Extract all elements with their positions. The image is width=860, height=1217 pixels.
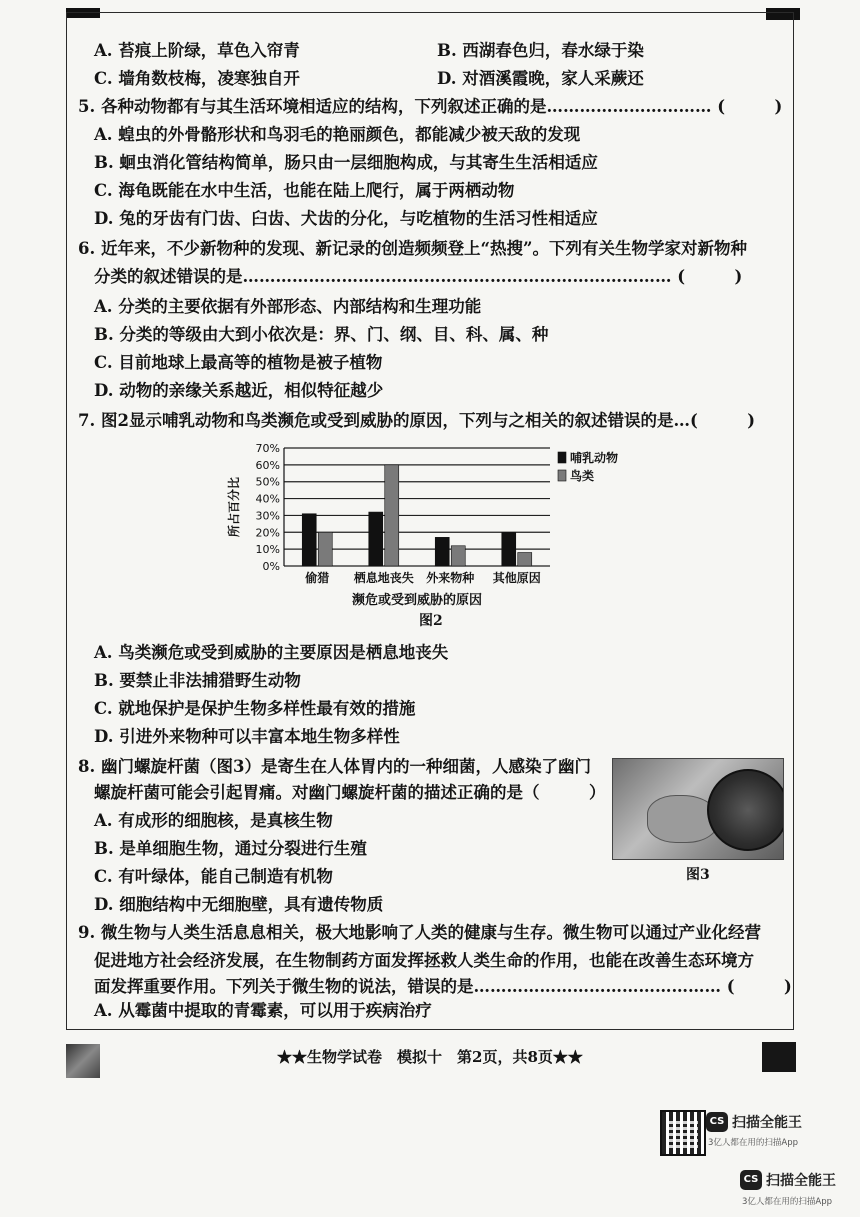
scanner-brand-name: 扫描全能王	[732, 1115, 802, 1131]
q5-stem: 5. 各种动物都有与其生活环境相适应的结构，下列叙述正确的是………………………… ( )	[78, 97, 783, 116]
q6-option-d: D. 动物的亲缘关系越近，相似特征越少	[94, 381, 384, 400]
q9-stem-line3: 面发挥重要作用。下列关于微生物的说法，错误的是……………………………………… ( )	[94, 977, 792, 996]
y-tick-label: 20%	[255, 526, 280, 540]
legend-label: 鸟类	[570, 469, 595, 483]
q5-option-b: B. 蛔虫消化管结构简单，肠只由一层细胞构成，与其寄生生活相适应	[94, 153, 598, 172]
bar-mammal	[302, 514, 316, 566]
q7-option-a: A. 鸟类濒危或受到威胁的主要原因是栖息地丧失	[94, 643, 449, 662]
y-tick-label: 40%	[255, 492, 280, 506]
scanner-tagline: 3亿人都在用的扫描App	[708, 1138, 799, 1148]
watermark-logo-icon: CS	[740, 1170, 762, 1190]
q6-stem-line1: 6. 近年来，不少新物种的发现、新记录的创造频频登上“热搜”。下列有关生物学家对新物种	[78, 239, 747, 258]
x-tick-label: 外来物种	[426, 571, 475, 585]
q5-option-a: A. 蝗虫的外骨骼形状和鸟羽毛的艳丽颜色，都能减少被天敌的发现	[94, 125, 581, 144]
q6-stem-line2: 分类的叙述错误的是…………………………………………………………………… ( )	[94, 267, 743, 286]
scanner-logo-icon: CS	[706, 1112, 728, 1132]
q9-option-a: A. 从霉菌中提取的青霉素，可以用于疾病治疗	[94, 1001, 432, 1020]
q4-option-b: B. 西湖春色归，春水绿于染	[437, 41, 644, 60]
q6-option-a: A. 分类的主要依据有外部形态、内部结构和生理功能	[94, 297, 482, 316]
x-axis-label: 濒危或受到威胁的原因	[351, 593, 483, 608]
y-tick-label: 70%	[255, 442, 280, 455]
legend-swatch	[558, 452, 566, 463]
y-tick-label: 30%	[255, 509, 280, 523]
bar-mammal	[435, 537, 449, 566]
figure-3-caption: 图3	[686, 867, 710, 883]
q7-stem: 7. 图2显示哺乳动物和鸟类濒危或受到威胁的原因，下列与之相关的叙述错误的是…( )	[78, 411, 756, 430]
bar-bird	[318, 532, 332, 566]
y-tick-label: 0%	[262, 560, 280, 573]
legend-swatch	[558, 470, 566, 481]
y-tick-label: 60%	[255, 458, 280, 472]
y-axis-label: 所占百分比	[227, 476, 241, 538]
figure-2-caption: 图2	[419, 613, 443, 629]
x-tick-label: 其他原因	[492, 571, 541, 585]
footer-mark-right	[762, 1042, 796, 1072]
q6-option-b: B. 分类的等级由大到小依次是：界、门、纲、目、科、属、种	[94, 325, 549, 344]
q5-option-d: D. 兔的牙齿有门齿、臼齿、犬齿的分化，与吃植物的生活习性相适应	[94, 209, 598, 228]
q9-stem-line2: 促进地方社会经济发展，在生物制药方面发挥拯救人类生命的作用，也能在改善生态环境方	[94, 951, 754, 970]
q6-option-c: C. 目前地球上最高等的植物是被子植物	[94, 353, 383, 372]
q7-option-b: B. 要禁止非法捕猎野生动物	[94, 671, 301, 690]
watermark-tagline: 3亿人都在用的扫描App	[742, 1197, 833, 1207]
q4-option-d: D. 对酒溪霞晚，家人采蕨还	[437, 69, 644, 88]
bar-bird	[518, 553, 532, 566]
q7-option-d: D. 引进外来物种可以丰富本地生物多样性	[94, 727, 400, 746]
page-footer: ★★生物学试卷 模拟十 第2页，共8页★★	[277, 1048, 583, 1066]
bar-chart-figure-2	[220, 436, 660, 616]
q4-option-a: A. 苔痕上阶绿，草色入帘青	[94, 41, 300, 60]
q8-option-b: B. 是单细胞生物，通过分裂进行生殖	[94, 839, 367, 858]
figure-3-photo	[612, 758, 784, 860]
q5-option-c: C. 海龟既能在水中生活，也能在陆上爬行，属于两栖动物	[94, 181, 515, 200]
y-tick-label: 50%	[255, 475, 280, 489]
watermark-brand-name: 扫描全能王	[766, 1173, 836, 1189]
q8-option-c: C. 有叶绿体，能自己制造有机物	[94, 867, 333, 886]
q7-option-c: C. 就地保护是保护生物多样性最有效的措施	[94, 699, 416, 718]
qr-code-icon	[660, 1110, 706, 1156]
q8-option-a: A. 有成形的细胞核，是真核生物	[94, 811, 333, 830]
q9-stem-line1: 9. 微生物与人类生活息息相关，极大地影响了人类的健康与生存。微生物可以通过产业化经营	[78, 923, 761, 942]
q8-stem-line1: 8. 幽门螺旋杆菌（图3）是寄生在人体胃内的一种细菌，人感染了幽门	[78, 757, 591, 776]
legend-label: 哺乳动物	[570, 451, 619, 465]
q8-stem-line2: 螺旋杆菌可能会引起胃痛。对幽门螺旋杆菌的描述正确的是（ ）	[94, 783, 606, 802]
x-tick-label: 偷猎	[305, 571, 330, 585]
bar-mammal	[369, 512, 383, 566]
y-tick-label: 10%	[255, 543, 280, 557]
q8-option-d: D. 细胞结构中无细胞壁，具有遗传物质	[94, 895, 384, 914]
magnified-bacteria-image	[707, 769, 784, 851]
q4-option-c: C. 墙角数枝梅，凌寒独自开	[94, 69, 300, 88]
bar-mammal	[502, 532, 516, 566]
bar-bird	[385, 465, 399, 566]
x-tick-label: 栖息地丧失	[353, 571, 414, 585]
bar-bird	[451, 546, 465, 566]
